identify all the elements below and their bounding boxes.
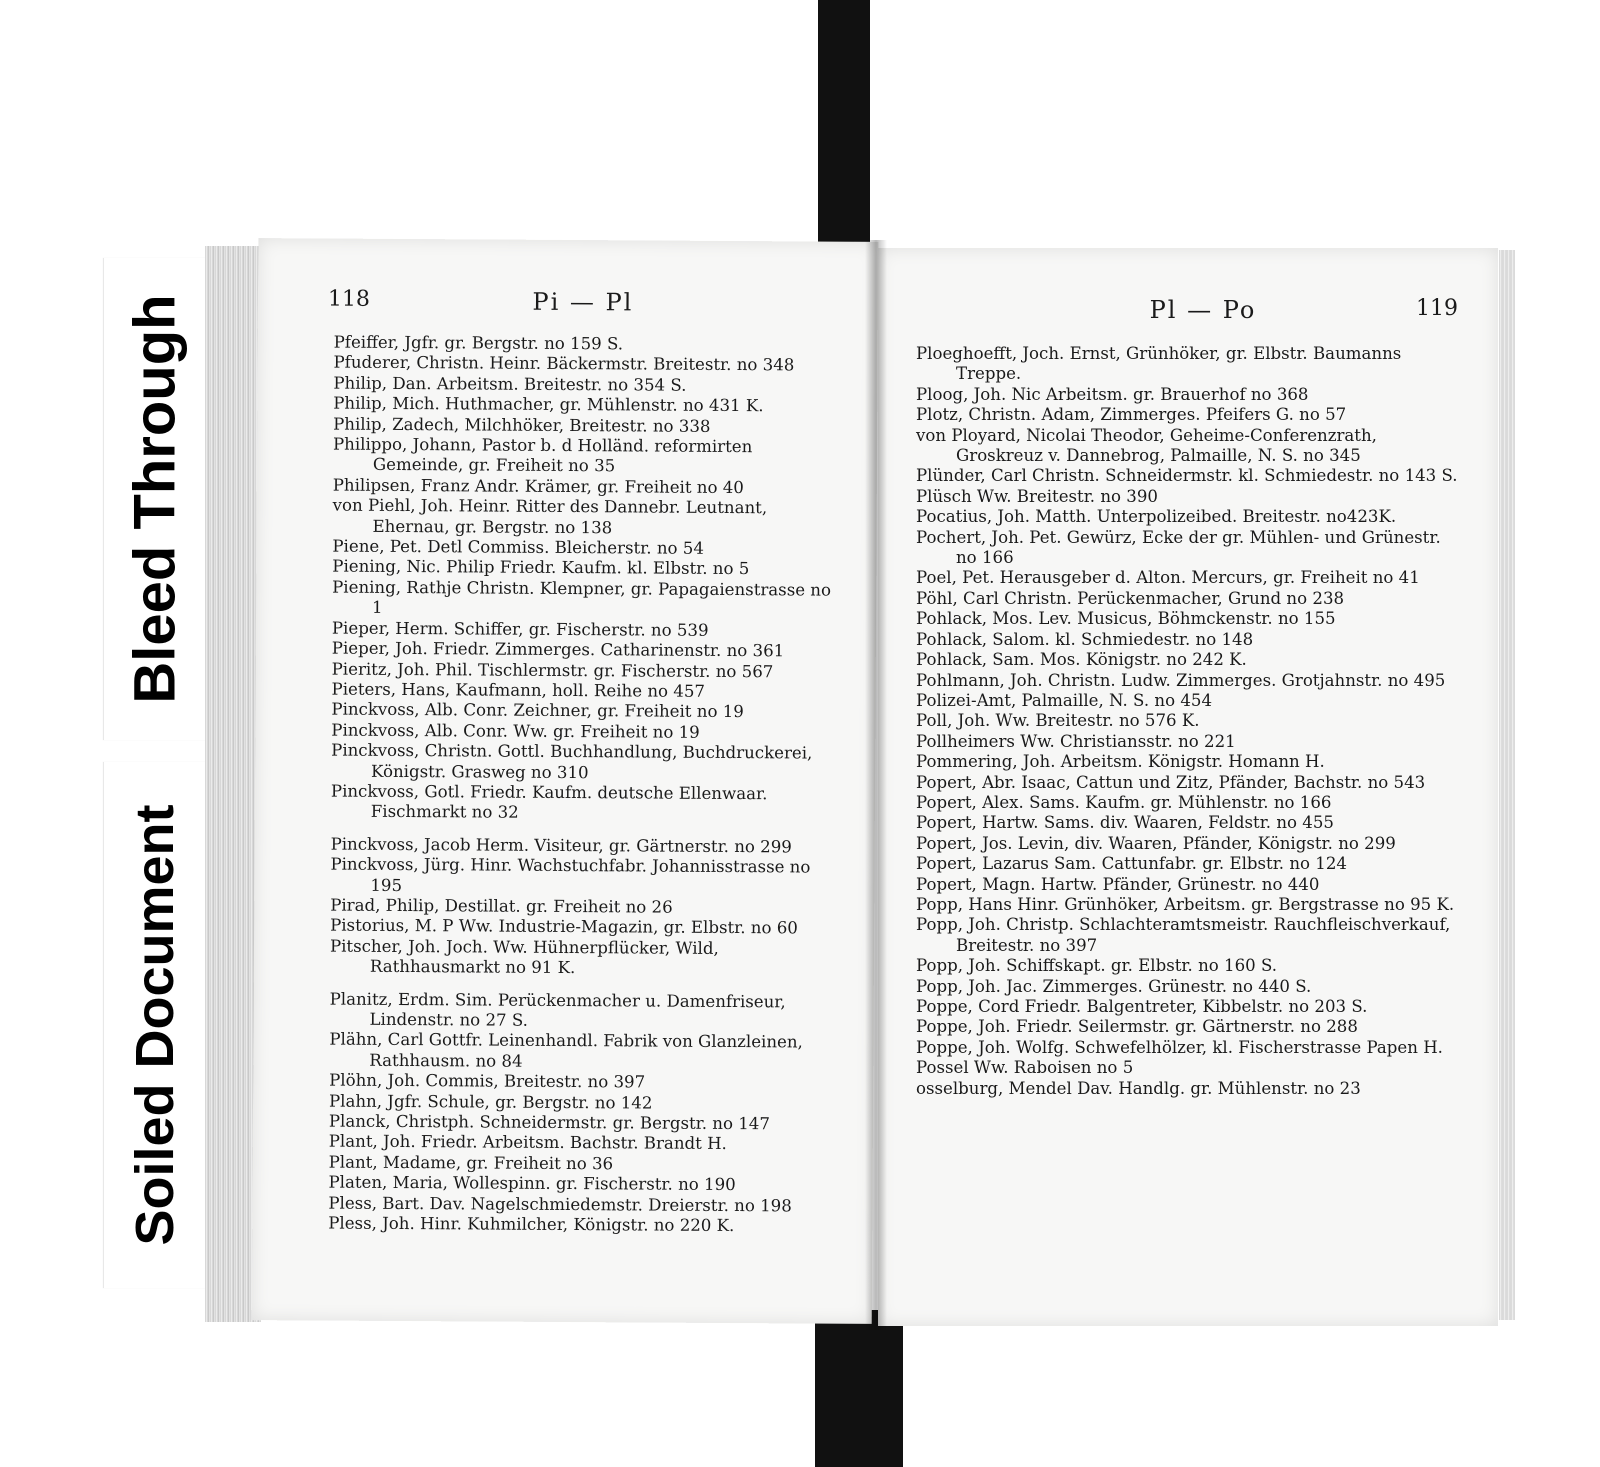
right-page-header [948,296,1458,326]
directory-entry: Platen, Maria, Wollespinn. gr. Fischerstr. no 190 [328,1172,736,1195]
soiled-document-tab [103,762,206,1288]
directory-entry: Planitz, Erdm. Sim. Perückenmacher u. Damenfriseur, Lindenstr. no 27 S. [329,989,786,1030]
directory-entry: Pochert, Joh. Pet. Gewürz, Ecke der gr. Mühlen- und Grünestr. no 166 [916,527,1441,568]
directory-entry: Plant, Joh. Friedr. Arbeitsm. Bachstr. Brandt H. [328,1132,727,1154]
directory-entry: Plöhn, Joh. Commis, Breitestr. no 397 [329,1070,646,1092]
directory-entry: Poppe, Joh. Wolfg. Schwefelhölzer, kl. Fischerstrasse Papen H. [916,1037,1443,1057]
open-book [205,240,1515,1340]
directory-entry: Plahn, Jgfr. Schule, gr. Bergstr. no 142 [328,1091,653,1113]
directory-entry: Pollheimers Ww. Christiansstr. no 221 [916,731,1236,751]
directory-entry: Pieritz, Joh. Phil. Tischlermstr. gr. Fischerstr. no 567 [331,659,774,681]
directory-entry: Pistorius, M. P Ww. Industrie-Magazin, gr. Elbstr. no 60 [330,915,798,938]
directory-entry: Philippo, Johann, Pastor b. d Holländ. reformirten Gemeinde, gr. Freiheit no 35 [332,434,753,476]
right-entry-list [916,344,1458,1099]
directory-entry: Pinckvoss, Jürg. Hinr. Wachstuchfabr. Johannisstrasse no 195 [330,854,811,895]
directory-entry: Pinckvoss, Christn. Gottl. Buchhandlung, Buchdruckerei, Königstr. Grasweg no 310 [331,740,813,782]
directory-entry: Popert, Hartw. Sams. div. Waaren, Feldstr. no 455 [916,813,1334,833]
directory-entry: Popert, Magn. Hartw. Pfänder, Grünestr. no 440 [916,874,1320,894]
directory-entry: Pitscher, Joh. Joch. Ww. Hühnerpflücker, Wild, Rathhausmarkt no 91 K. [329,936,719,978]
directory-entry: Plüsch Ww. Breitestr. no 390 [916,486,1158,506]
directory-entry: Pless, Bart. Dav. Nagelschmiedemstr. Dreierstr. no 198 [328,1193,792,1216]
directory-entry: Popp, Joh. Jac. Zimmerges. Grünestr. no 440 S. [916,976,1312,996]
directory-entry: Pfuderer, Christn. Heinr. Bäckermstr. Breitestr. no 348 [333,352,795,375]
directory-entry: Polizei-Amt, Palmaille, N. S. no 454 [916,690,1213,710]
directory-entry: Popert, Jos. Levin, div. Waaren, Pfänder, Königstr. no 299 [916,833,1396,853]
left-entry-list [328,333,839,1238]
binding-strap-top [818,0,870,262]
left-page-number: 118 [327,286,371,312]
directory-entry: Popp, Joh. Christp. Schlachteramtsmeistr. Rauchfleischverkauf, Breitestr. no 397 [916,915,1451,955]
left-running-head: Pi — Pl [532,287,634,317]
directory-entry: Popert, Abr. Isaac, Cattun und Zitz, Pfänder, Bachstr. no 543 [916,772,1426,792]
directory-entry: Pohlack, Sam. Mos. Königstr. no 242 K. [916,650,1247,670]
directory-entry: Pohlmann, Joh. Christn. Ludw. Zimmerges. Grotjahnstr. no 495 [916,670,1446,690]
directory-entry: Pohlack, Salom. kl. Schmiedestr. no 148 [916,629,1254,649]
bleed-through-label: Bleed Through [122,294,188,704]
directory-entry: Pfeiffer, Jgfr. gr. Bergstr. no 159 S. [333,332,624,354]
directory-entry: Popert, Alex. Sams. Kaufm. gr. Mühlenstr. no 166 [916,792,1332,812]
directory-entry: Popert, Lazarus Sam. Cattunfabr. gr. Elbstr. no 124 [916,854,1347,874]
directory-entry: Possel Ww. Raboisen no 5 [916,1058,1134,1078]
directory-entry: Pinckvoss, Gotl. Friedr. Kaufm. deutsche Ellenwaar. Fischmarkt no 32 [330,781,768,823]
directory-entry: Philipsen, Franz Andr. Krämer, gr. Freiheit no 40 [332,475,744,497]
left-page [252,238,879,1324]
left-page-header [328,287,838,320]
directory-entry: Poll, Joh. Ww. Breitestr. no 576 K. [916,711,1200,731]
right-page-number: 119 [1416,296,1458,321]
directory-entry: Piening, Rathje Christn. Klempner, gr. Papagaienstrasse no 1 [332,577,832,618]
right-running-head: Pl — Po [1149,296,1257,324]
directory-entry: Pirad, Philip, Destillat. gr. Freiheit no 26 [330,895,673,917]
directory-entry: Pommering, Joh. Arbeitsm. Königstr. Homann H. [916,752,1325,772]
directory-entry: Pieper, Joh. Friedr. Zimmerges. Catharinenstr. no 361 [331,638,785,661]
directory-entry: Philip, Mich. Huthmacher, gr. Mühlenstr. no 431 K. [333,393,764,416]
directory-entry: Plotz, Christn. Adam, Zimmerges. Pfeifers G. no 57 [916,405,1347,425]
directory-entry: Pinckvoss, Jacob Herm. Visiteur, gr. Gärtnerstr. no 299 [330,834,792,857]
directory-entry: Pieper, Herm. Schiffer, gr. Fischerstr. no 539 [331,618,709,640]
directory-entry: Piene, Pet. Detl Commiss. Bleicherstr. no 54 [332,536,704,558]
directory-entry: Planck, Christph. Schneidermstr. gr. Bergstr. no 147 [328,1111,771,1134]
directory-entry: von Piehl, Joh. Heinr. Ritter des Dannebr. Leutnant, Ehernau, gr. Bergstr. no 138 [332,495,768,537]
directory-entry: Plant, Madame, gr. Freiheit no 36 [328,1152,614,1174]
directory-entry: Plähn, Carl Gottfr. Leinenhandl. Fabrik von Glanzleinen, Rathhausm. no 84 [329,1029,803,1071]
book-gutter [865,240,887,1330]
directory-entry: von Ployard, Nicolai Theodor, Geheime-Conferenzrath, Groskreuz v. Dannebrog, Palmaille, N. S. no 345 [916,425,1377,466]
directory-entry: Ploeghoefft, Joch. Ernst, Grünhöker, gr. Elbstr. Baumanns Treppe. [916,344,1402,384]
bleed-through-tab [103,258,206,740]
directory-entry: Pinckvoss, Alb. Conr. Ww. gr. Freiheit no 19 [331,720,700,742]
directory-entry: Pieters, Hans, Kaufmann, holl. Reihe no 457 [331,679,706,701]
directory-entry: Popp, Joh. Schiffskapt. gr. Elbstr. no 160 S. [916,956,1278,976]
directory-entry: Pöhl, Carl Christn. Perückenmacher, Grund no 238 [916,588,1345,608]
directory-entry: Piening, Nic. Philip Friedr. Kaufm. kl. Elbstr. no 5 [332,557,750,579]
directory-entry: Poppe, Joh. Friedr. Seilermstr. gr. Gärtnerstr. no 288 [916,1017,1358,1037]
directory-entry: osselburg, Mendel Dav. Handlg. gr. Mühlenstr. no 23 [916,1078,1361,1098]
directory-entry: Philip, Dan. Arbeitsm. Breitestr. no 354 S. [333,373,687,395]
directory-entry: Philip, Zadech, Milchhöker, Breitestr. no 338 [333,414,711,436]
directory-entry: Pocatius, Joh. Matth. Unterpolizeibed. Breitestr. no423K. [916,507,1397,527]
directory-entry: Plünder, Carl Christn. Schneidermstr. kl. Schmiedestr. no 143 S. [916,466,1458,486]
soiled-document-label: Soiled Document [125,804,185,1246]
directory-entry: Pohlack, Mos. Lev. Musicus, Böhmckenstr. no 155 [916,609,1336,629]
directory-entry: Pinckvoss, Alb. Conr. Zeichner, gr. Freiheit no 19 [331,699,744,722]
directory-entry: Ploog, Joh. Nic Arbeitsm. gr. Brauerhof no 368 [916,384,1309,404]
directory-entry: Poppe, Cord Friedr. Balgentreter, Kibbelstr. no 203 S. [916,997,1368,1016]
directory-entry: Poel, Pet. Herausgeber d. Alton. Mercurs, gr. Freiheit no 41 [916,568,1420,588]
right-page [878,248,1498,1326]
page-edges-right [1499,250,1515,1320]
directory-entry: Pless, Joh. Hinr. Kuhmilcher, Königstr. no 220 K. [328,1213,735,1236]
directory-entry: Popp, Hans Hinr. Grünhöker, Arbeitsm. gr. Bergstrasse no 95 K. [916,894,1455,914]
